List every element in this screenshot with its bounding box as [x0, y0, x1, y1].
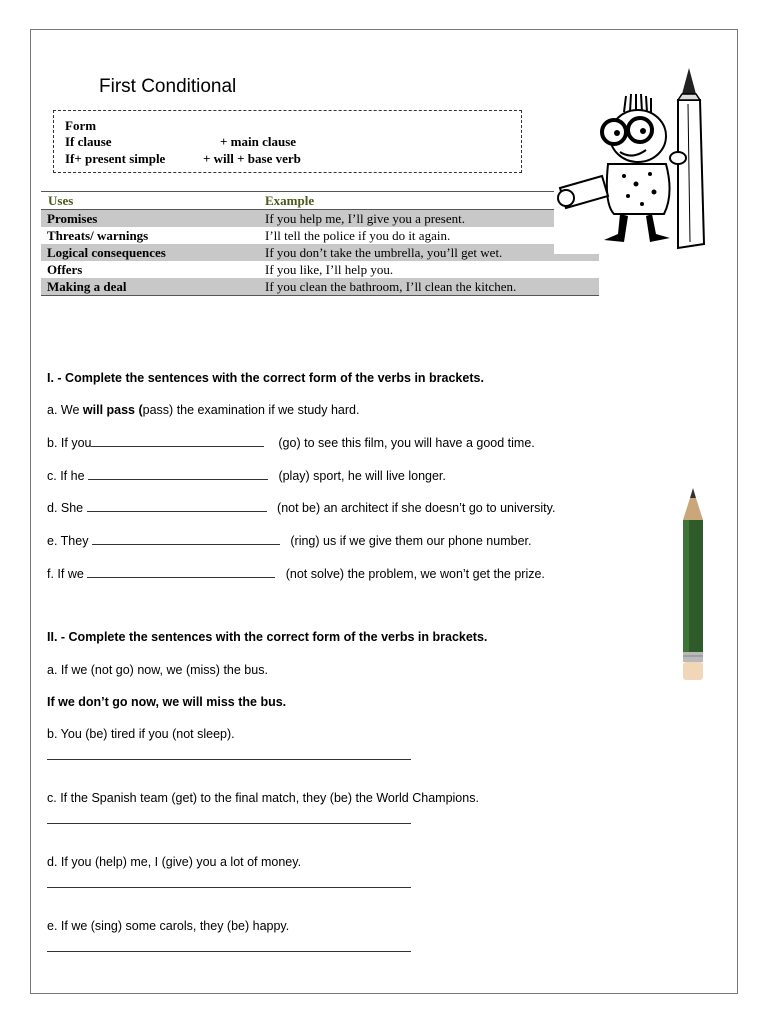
answer-blank[interactable]	[87, 500, 267, 512]
worksheet-title: First Conditional	[99, 76, 237, 97]
use-cell: Making a deal	[47, 279, 127, 294]
table-row	[41, 278, 599, 296]
exercise-item: e. If we (sing) some carols, they (be) happy.	[47, 919, 290, 933]
uses-table	[41, 191, 599, 296]
item-prefix: c. If he	[47, 469, 85, 483]
example-cell: If you help me, I’ll give you a present.	[265, 211, 465, 226]
exercise-item	[47, 435, 535, 450]
green-pencil-icon	[678, 488, 708, 682]
table-row	[41, 244, 599, 261]
form-row2-right: + will + base verb	[203, 151, 301, 166]
section2-instruction: II. - Complete the sentences with the correct form of the verbs in brackets.	[47, 630, 488, 644]
use-cell: Promises	[47, 211, 98, 226]
section2-example-question: a. If we (not go) now, we (miss) the bus.	[47, 663, 268, 677]
section1-instruction: I. - Complete the sentences with the correct form of the verbs in brackets.	[47, 371, 484, 385]
example-prefix: a. We	[47, 403, 83, 417]
item-prefix: b. If you	[47, 436, 92, 450]
exercise-item: d. If you (help) me, I (give) you a lot of money.	[47, 855, 302, 869]
table-row	[41, 261, 599, 278]
example-cell: If you like, I’ll help you.	[265, 262, 394, 277]
section2-example-answer: If we don’t go now, we will miss the bus.	[47, 695, 287, 709]
answer-blank[interactable]	[92, 533, 280, 545]
exercise-item	[47, 533, 531, 548]
use-cell: Threats/ warnings	[47, 228, 149, 243]
answer-line[interactable]	[47, 951, 411, 952]
form-box	[53, 110, 522, 173]
form-row2-left: If+ present simple	[65, 151, 166, 166]
item-suffix: (play) sport, he will live longer.	[278, 469, 446, 483]
item-suffix: (go) to see this film, you will have a good time.	[278, 436, 535, 450]
example-answer: will pass (	[82, 403, 143, 417]
item-prefix: d. She	[47, 501, 84, 515]
item-suffix: (not solve) the problem, we won’t get the prize.	[285, 567, 545, 581]
answer-line[interactable]	[47, 823, 411, 824]
item-suffix: (not be) an architect if she doesn’t go to university.	[277, 501, 556, 515]
exercise-item: b. You (be) tired if you (not sleep).	[47, 727, 235, 741]
example-cell: If you don’t take the umbrella, you’ll get wet.	[265, 245, 503, 260]
answer-blank[interactable]	[87, 566, 275, 578]
form-heading: Form	[65, 118, 97, 133]
use-cell: Offers	[47, 262, 83, 277]
use-cell: Logical consequences	[47, 245, 166, 260]
uses-table-header	[41, 192, 599, 210]
example-suffix: pass) the examination if we study hard.	[142, 403, 360, 417]
answer-blank[interactable]	[91, 435, 264, 447]
boy-with-pencil-illustration	[554, 64, 724, 254]
item-suffix: (ring) us if we give them our phone number.	[290, 534, 532, 548]
header-example: Example	[265, 193, 315, 208]
answer-line[interactable]	[47, 759, 411, 760]
exercise-item	[47, 500, 555, 515]
exercise-item	[47, 468, 446, 483]
table-row	[41, 227, 599, 244]
section1-example	[47, 403, 359, 417]
example-cell: If you clean the bathroom, I’ll clean the kitchen.	[265, 279, 517, 294]
form-row1-right: + main clause	[220, 134, 297, 149]
table-row	[41, 210, 599, 227]
example-cell: I’ll tell the police if you do it again.	[265, 228, 451, 243]
exercise-item	[47, 566, 545, 581]
item-prefix: f. If we	[47, 567, 84, 581]
exercise-item: c. If the Spanish team (get) to the final match, they (be) the World Champions.	[47, 791, 479, 805]
item-prefix: e. They	[47, 534, 89, 548]
header-uses: Uses	[48, 193, 74, 208]
answer-line[interactable]	[47, 887, 411, 888]
form-row1-left: If clause	[65, 134, 112, 149]
answer-blank[interactable]	[88, 468, 268, 480]
